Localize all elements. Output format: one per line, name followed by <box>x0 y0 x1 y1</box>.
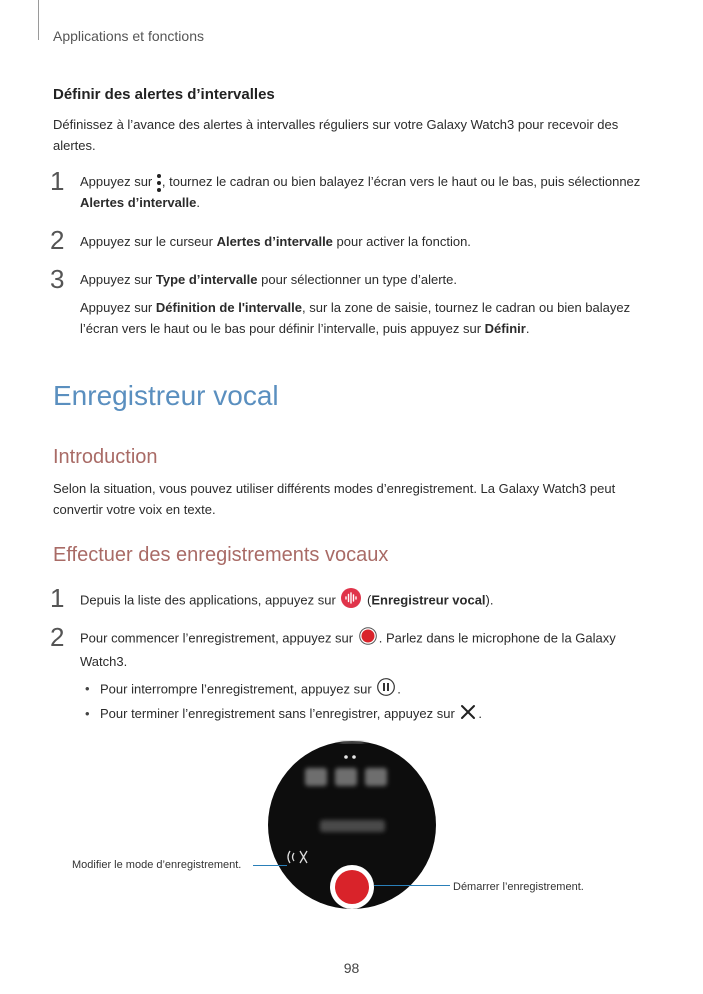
step-bold: Alertes d’intervalle <box>216 234 333 249</box>
bullet: • <box>85 681 90 696</box>
recorder-step-2 <box>80 627 640 672</box>
callout-mode-label: Modifier le mode d’enregistrement. <box>72 859 242 871</box>
page-indicator-dot <box>344 755 348 759</box>
step-number: 1 <box>50 166 65 196</box>
step-bold: Enregistreur vocal <box>371 592 486 608</box>
page-number: 98 <box>343 960 360 976</box>
running-header: Applications et fonctions <box>53 28 204 44</box>
record-button[interactable] <box>335 870 369 904</box>
step-text: Appuyez sur <box>80 272 156 287</box>
step-number: 3 <box>50 264 65 294</box>
step-text: ). <box>485 592 494 608</box>
bullet-text: . <box>397 681 401 697</box>
pause-icon <box>377 678 395 702</box>
step-bold: Alertes d’intervalle <box>80 195 197 210</box>
watch-screen-figure <box>240 735 470 920</box>
callout-record-label: Démarrer l’enregistrement. <box>453 881 584 893</box>
bullet-text: . <box>478 706 483 721</box>
bullet: • <box>85 706 90 721</box>
step-text: , sur la zone de saisie, tournez le cadran ou bien balayez l’écran vers le haut ou le bas pour définir l’intervalle, puis appuyez sur <box>80 300 631 336</box>
header-rule <box>38 0 39 40</box>
step-bold: Définir <box>484 321 526 336</box>
interval-heading: Définir des alertes d’intervalles <box>53 86 275 103</box>
interval-step-3-detail <box>80 297 645 339</box>
introduction-heading: Introduction <box>53 446 158 468</box>
more-options-icon <box>156 174 162 192</box>
step-bold: Définition de l'intervalle <box>155 300 302 315</box>
step-number: 2 <box>50 225 65 255</box>
step-bold: Type d’intervalle <box>155 272 258 287</box>
page-indicator-dot <box>352 755 356 759</box>
interval-step-3 <box>80 269 655 290</box>
step-text: . <box>525 321 530 336</box>
interval-step-2 <box>80 231 655 252</box>
bullet-text: Pour terminer l’enregistrement sans l’enregistrer, appuyez sur <box>100 706 459 721</box>
watch-screen-illustration <box>240 735 470 920</box>
pause-bullet <box>100 678 401 702</box>
step-text: Appuyez sur <box>80 300 156 315</box>
callout-line-right <box>374 885 450 886</box>
recorder-step-1 <box>80 588 655 614</box>
introduction-text: Selon la situation, vous pouvez utiliser différents modes d’enregistrement. La Galaxy Watch3 peut convertir votre voix en texte. <box>53 481 616 517</box>
record-heading: Effectuer des enregistrements vocaux <box>53 544 389 566</box>
step-text: , tournez le cadran ou bien balayez l’écran vers le haut ou le bas, puis sélectionnez <box>161 174 641 189</box>
voice-recorder-app-icon <box>341 588 361 614</box>
step-text: pour sélectionner un type d’alerte. <box>257 272 457 287</box>
step-text: Depuis la liste des applications, appuyez sur <box>80 592 340 608</box>
step-number: 1 <box>50 583 65 613</box>
step-text: . <box>196 195 200 210</box>
callout-line-left <box>253 865 287 866</box>
interval-step-1 <box>80 171 655 213</box>
step-text: . Parlez dans le microphone de la Galaxy Watch3. <box>80 630 616 669</box>
close-icon <box>460 704 476 726</box>
step-text: ( <box>363 592 372 608</box>
chapter-title: Enregistreur vocal <box>53 380 279 411</box>
cancel-bullet <box>100 703 482 726</box>
interval-intro: Définissez à l’avance des alertes à intervalles réguliers sur votre Galaxy Watch3 pour recevoir des alertes. <box>53 117 619 153</box>
step-number: 2 <box>50 622 65 652</box>
step-text: Pour commencer l’enregistrement, appuyez sur <box>80 630 357 646</box>
record-icon <box>359 627 377 651</box>
bullet-text: Pour interrompre l’enregistrement, appuyez sur <box>100 681 376 697</box>
step-text: pour activer la fonction. <box>332 234 471 249</box>
step-text: Appuyez sur <box>80 174 156 189</box>
step-text: Appuyez sur le curseur <box>80 234 217 249</box>
